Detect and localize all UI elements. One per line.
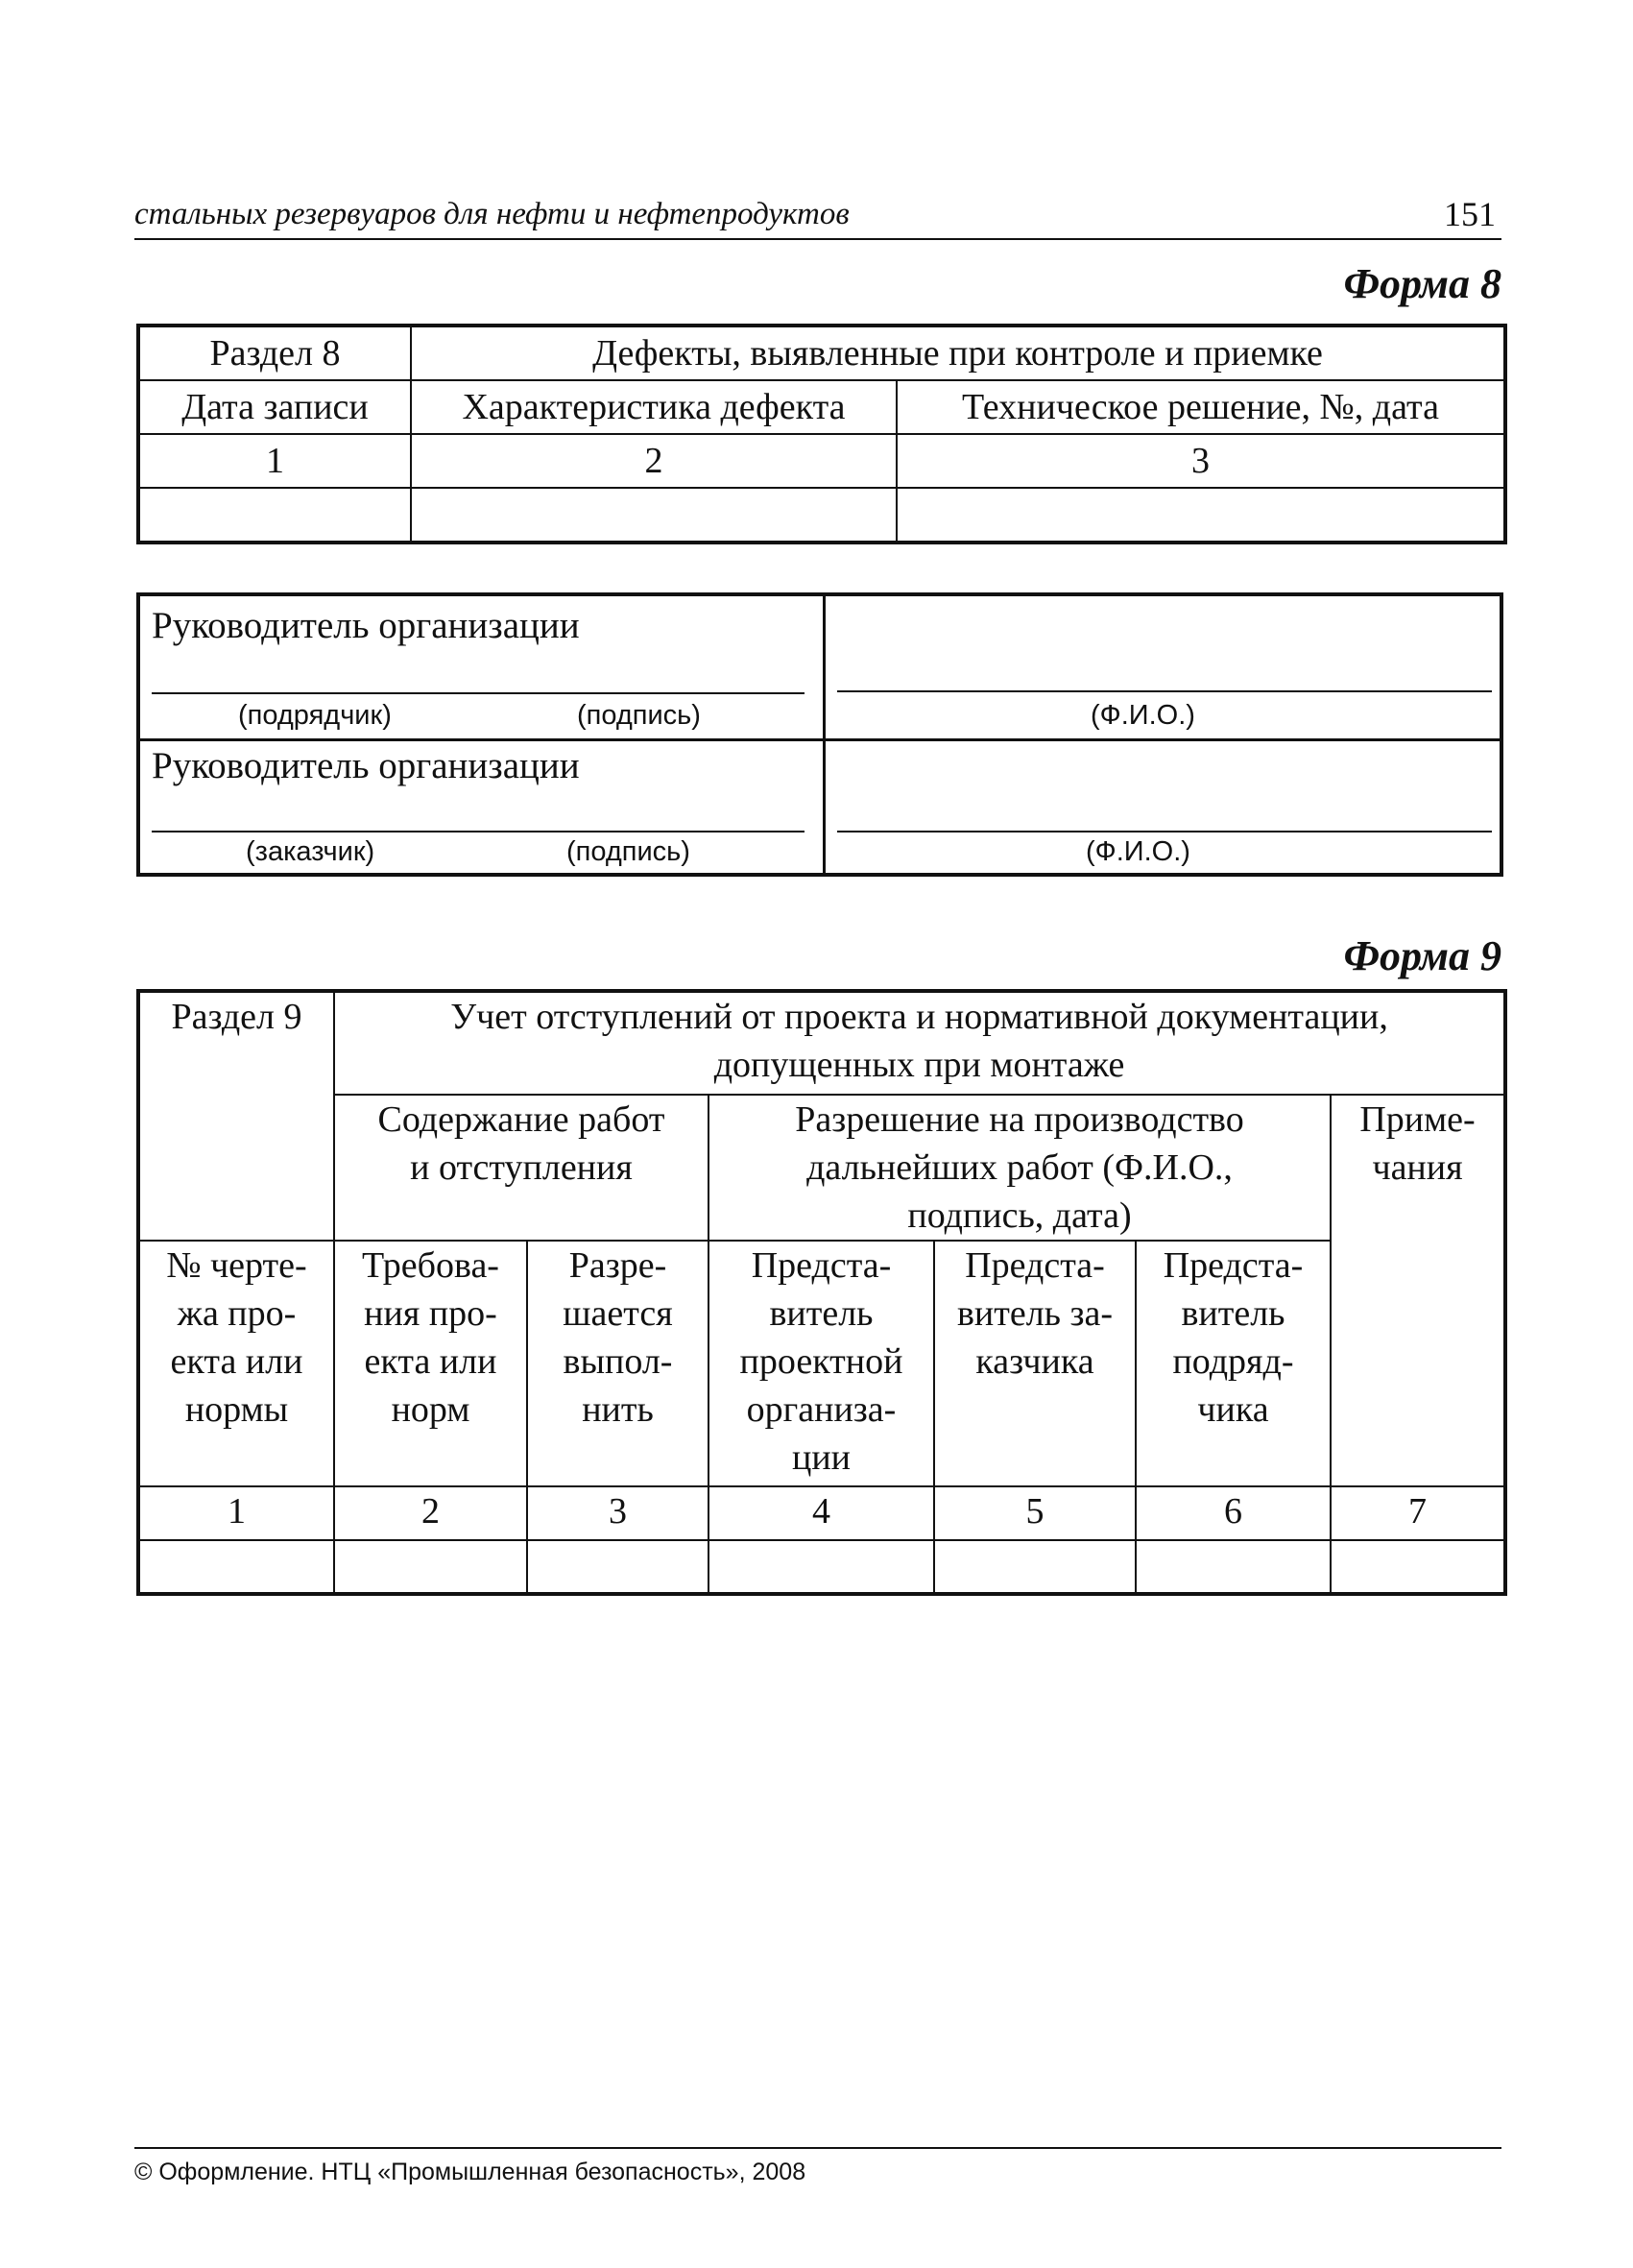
- caption-customer: (заказчик): [246, 836, 375, 867]
- group-line: подпись, дата): [907, 1195, 1132, 1236]
- signature-title-contractor: Руководитель организации: [152, 605, 580, 646]
- form9-col-contractor-rep: [1136, 1241, 1331, 1486]
- form9-num: 3: [527, 1486, 708, 1540]
- form9-empty-cell[interactable]: [1136, 1540, 1331, 1594]
- form9-group-permission: [708, 1095, 1331, 1241]
- cell-line: Разре-: [568, 1245, 667, 1286]
- cell-line: нить: [582, 1389, 654, 1430]
- cell-line: организа-: [746, 1389, 897, 1430]
- form9-title-line: допущенных при монтаже: [713, 1045, 1125, 1085]
- form9-num: 4: [708, 1486, 934, 1540]
- footer: © Оформление. НТЦ «Промышленная безопасность», 2008: [134, 2159, 806, 2185]
- form9-table: [136, 989, 1507, 1596]
- form9-empty-cell[interactable]: [334, 1540, 527, 1594]
- signature-line-contractor[interactable]: [152, 692, 804, 694]
- notes-line: чания: [1372, 1147, 1463, 1188]
- running-head: [134, 188, 1501, 240]
- form9-col-design-rep: [708, 1241, 934, 1486]
- form9-notes: [1331, 1095, 1505, 1486]
- form8-empty-cell[interactable]: [138, 488, 411, 543]
- caption-fio: (Ф.И.О.): [1091, 700, 1195, 731]
- cell-line: казчика: [975, 1341, 1094, 1382]
- cell-line: норм: [391, 1389, 470, 1430]
- form9-num: 5: [934, 1486, 1136, 1540]
- name-line-customer[interactable]: [837, 831, 1492, 832]
- form9-num: 6: [1136, 1486, 1331, 1540]
- form9-col-drawing: [138, 1241, 334, 1486]
- footer-rule: [134, 2147, 1501, 2149]
- cell-line: ния про-: [364, 1293, 497, 1334]
- form9-num: 2: [334, 1486, 527, 1540]
- form9-empty-cell[interactable]: [527, 1540, 708, 1594]
- form8-table: [136, 324, 1507, 544]
- group-line: и отступления: [410, 1147, 633, 1188]
- running-head-title: стальных резервуаров для нефти и нефтепродуктов: [134, 197, 850, 231]
- form9-num: 7: [1331, 1486, 1505, 1540]
- cell-line: выпол-: [563, 1341, 673, 1382]
- caption-contractor: (подрядчик): [238, 700, 392, 731]
- form8-section-title: Дефекты, выявленные при контроле и приемке: [411, 326, 1505, 380]
- cell-line: витель: [769, 1293, 874, 1334]
- cell-line: Предста-: [965, 1245, 1105, 1286]
- group-line: дальнейших работ (Ф.И.О.,: [806, 1147, 1233, 1188]
- cell-line: шается: [563, 1293, 673, 1334]
- form8-col-date: Дата записи: [138, 380, 411, 434]
- form9-col-allowed: [527, 1241, 708, 1486]
- form9-empty-cell[interactable]: [934, 1540, 1136, 1594]
- group-line: Содержание работ: [377, 1099, 665, 1140]
- signature-block: [136, 592, 1503, 877]
- cell-line: чика: [1197, 1389, 1269, 1430]
- cell-line: Требова-: [362, 1245, 499, 1286]
- form9-col-customer-rep: [934, 1241, 1136, 1486]
- cell-line: екта или: [170, 1341, 303, 1382]
- form9-section: Раздел 9: [138, 991, 334, 1241]
- form8-section: Раздел 8: [138, 326, 411, 380]
- form8-empty-cell[interactable]: [411, 488, 897, 543]
- cell-line: Предста-: [751, 1245, 892, 1286]
- signature-divider: [823, 596, 826, 873]
- cell-line: жа про-: [177, 1293, 297, 1334]
- form9-col-requirements: [334, 1241, 527, 1486]
- page-number: 151: [1444, 195, 1496, 233]
- form9-empty-cell[interactable]: [138, 1540, 334, 1594]
- cell-line: витель: [1181, 1293, 1285, 1334]
- name-line-contractor[interactable]: [837, 690, 1492, 692]
- cell-line: Предста-: [1163, 1245, 1304, 1286]
- form8-num: 2: [411, 434, 897, 488]
- signature-divider: [140, 738, 1500, 741]
- form9-label: Форма 9: [1343, 932, 1501, 979]
- cell-line: нормы: [184, 1389, 289, 1430]
- caption-fio: (Ф.И.О.): [1086, 836, 1190, 867]
- caption-signature: (подпись): [577, 700, 701, 731]
- form9-section-title: [334, 991, 1505, 1095]
- form8-num: 1: [138, 434, 411, 488]
- form9-group-content: [334, 1095, 708, 1241]
- cell-line: проектной: [739, 1341, 903, 1382]
- cell-line: ции: [791, 1437, 851, 1478]
- form9-empty-cell[interactable]: [708, 1540, 934, 1594]
- form8-empty-cell[interactable]: [897, 488, 1505, 543]
- form9-num: 1: [138, 1486, 334, 1540]
- caption-signature: (подпись): [566, 836, 690, 867]
- signature-title-customer: Руководитель организации: [152, 745, 580, 786]
- form8-num: 3: [897, 434, 1505, 488]
- notes-line: Приме-: [1359, 1099, 1476, 1140]
- form9-empty-cell[interactable]: [1331, 1540, 1505, 1594]
- form8-label: Форма 8: [1343, 260, 1501, 307]
- cell-line: екта или: [364, 1341, 497, 1382]
- group-line: Разрешение на производство: [795, 1099, 1244, 1140]
- form8-col-solution: Техническое решение, №, дата: [897, 380, 1505, 434]
- cell-line: № черте-: [166, 1245, 307, 1286]
- cell-line: подряд-: [1172, 1341, 1294, 1382]
- form8-col-defect: Характеристика дефекта: [411, 380, 897, 434]
- signature-line-customer[interactable]: [152, 831, 804, 832]
- form9-title-line: Учет отступлений от проекта и нормативной документации,: [450, 997, 1388, 1037]
- cell-line: витель за-: [956, 1293, 1114, 1334]
